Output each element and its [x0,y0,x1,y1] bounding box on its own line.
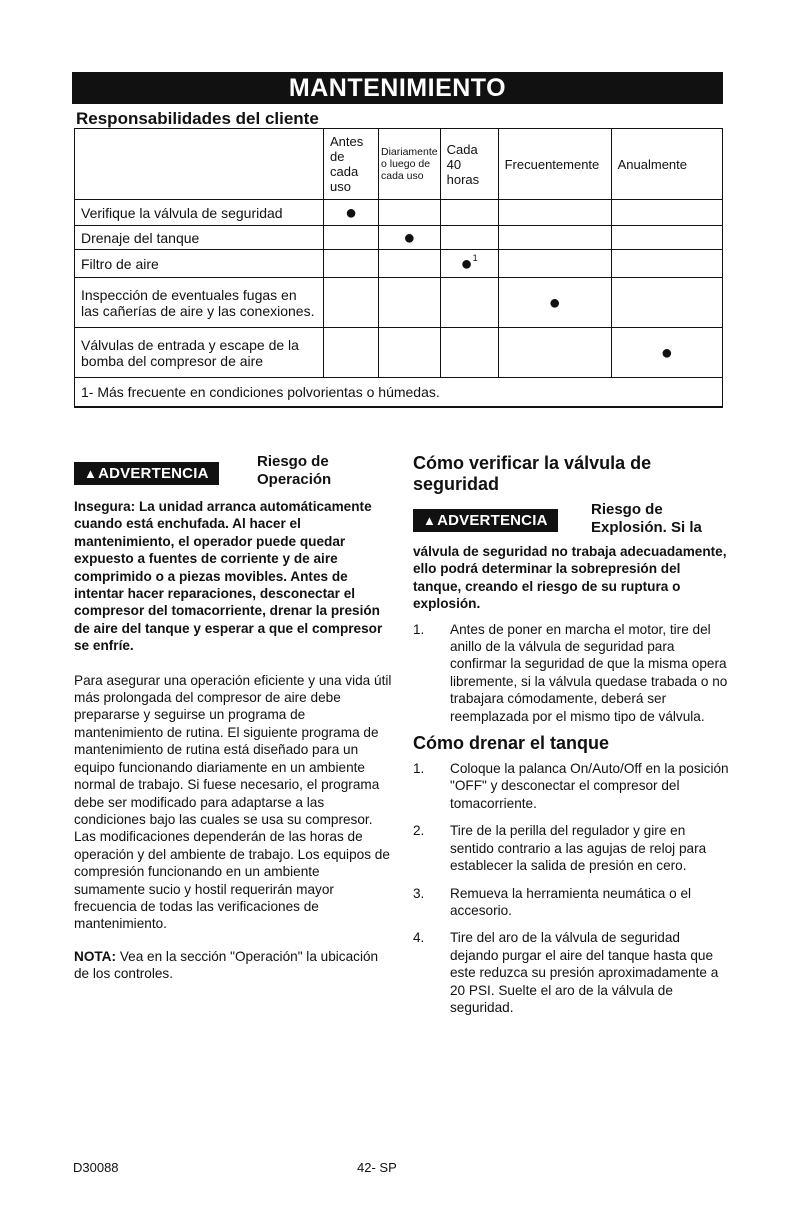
table-footnote: 1- Más frecuente en condiciones polvorientas o húmedas. [75,378,723,408]
table-row [75,328,723,378]
page-number: 42- SP [357,1160,397,1175]
schedule-cell [324,328,379,378]
schedule-cell [379,250,441,278]
table-row [75,278,723,328]
schedule-cell [440,278,498,328]
table-row [75,200,723,226]
schedule-cell [440,328,498,378]
check-dot-icon: ● [548,291,561,314]
check-dot-icon: ● [403,226,416,249]
section-banner: MANTENIMIENTO [72,72,723,104]
step-item [413,929,731,1016]
table-row [75,226,723,250]
schedule-cell [379,226,441,250]
step-text: Coloque la palanca On/Auto/Off en la posición "OFF" y desconectar el compresor del tomacorriente. [450,761,729,811]
warning-triangle-icon: ▲ [84,466,98,481]
step-text: Antes de poner en marcha el motor, tire del anillo de la válvula de seguridad para confirmar la seguridad de que la misma opera libremente, si la válvula quedase trabada o no trabajara cómodamente, deberá ser reemplazada por el mismo tipo de válvula. [450,621,728,724]
schedule-cell [379,278,441,328]
step-item [413,760,731,812]
note [74,948,394,983]
step-number: 4. [413,930,425,946]
step-number: 1. [413,761,425,777]
footnote-marker: 1 [472,252,478,263]
schedule-cell [611,328,722,378]
schedule-cell [324,250,379,278]
task-label: Inspección de eventuales fugas en las cañerías de aire y las conexiones. [75,278,324,328]
note-text: Vea en la sección "Operación" la ubicación de los controles. [74,948,379,982]
task-label: Filtro de aire [75,250,324,278]
step-item [413,621,731,725]
maintenance-schedule-table [74,128,723,408]
step-number: 1. [413,621,425,637]
warning-label: ADVERTENCIA [437,512,548,529]
step-text: Remueva la herramienta neumática o el accesorio. [450,885,692,918]
schedule-cell [611,250,722,278]
task-label: Drenaje del tanque [75,226,324,250]
schedule-cell [498,226,611,250]
table-header-cell: Cada 40 horas [440,129,498,200]
right-column [413,453,731,1026]
schedule-cell [498,200,611,226]
maintenance-paragraph: Para asegurar una operación eficiente y una vida útil más prolongada del compresor de aire debe prepararse y seguirse un programa de mantenimiento de rutina. El siguiente programa de mantenimiento de rutina está diseñado para un equipo funcionando diariamente en un ambiente normal de trabajo. Si fuese necesario, el programa debe ser modificado para adaptarse a las condiciones bajo las cuales se usa su compresor. Las modificaciones dependerán de las horas de operación y del ambiente de trabajo. Los equipos de compresión funcionando en un ambiente sumamente sucio y hostil requerirán mayor frecuencia de todas las verificaciones de mantenimiento. [74,672,392,932]
step-item [413,885,731,920]
step-number: 3. [413,885,425,901]
schedule-cell [611,278,722,328]
schedule-cell [379,200,441,226]
warning-badge [413,509,558,532]
risk-title-line: Explosión. Si la [591,519,702,536]
warning-header [74,453,394,500]
table-row [75,250,723,278]
steps-check-valve [413,621,731,725]
schedule-cell [611,226,722,250]
check-dot-icon: ● [660,341,673,364]
risk-title [257,453,331,489]
heading-drain-tank: Cómo drenar el tanque [413,733,610,754]
risk-title-line: Operación [257,471,332,488]
schedule-cell [440,226,498,250]
table-header-cell: Antes de cada uso [324,129,379,200]
warning-text: Insegura: La unidad arranca automáticamente cuando está enchufada. Al hacer el mantenimiento, el operador puede quedar expuesto a fuentes de corriente y de aire comprimido o a piezas movibles. Antes de intentar hacer reparaciones, desconectar el compresor del tomacorriente, drenar la presión de aire del tanque y esperar a que el compresor se enfríe. [74,499,383,654]
left-column [74,453,394,998]
schedule-cell [440,200,498,226]
steps-drain-tank [413,760,731,1016]
check-dot-icon: ● [460,252,473,275]
table-header-cell: Diariamente o luego de cada uso [379,129,441,200]
schedule-cell [324,226,379,250]
table-header-row [75,129,723,200]
check-dot-icon: ● [344,201,358,224]
step-number: 2. [413,823,425,839]
risk-title-line: Riesgo de [257,453,329,470]
step-text: Tire del aro de la válvula de seguridad dejando purgar el aire del tanque hasta que este reduzca su presión aproximadamente a 20 PSI. Suelte el aro de la válvula de seguridad. [450,930,719,1015]
schedule-cell [379,328,441,378]
step-item [413,822,731,874]
schedule-cell [498,278,611,328]
schedule-cell [498,250,611,278]
table-footnote-row [75,378,723,408]
schedule-cell [611,200,722,226]
warning-badge [74,462,219,485]
heading-check-safety-valve: Cómo verificar la válvula de seguridad [413,453,652,494]
section-subheading: Responsabilidades del cliente [76,109,319,128]
document-code: D30088 [73,1160,119,1175]
table-header-cell [75,129,324,200]
step-text: Tire de la perilla del regulador y gire en sentido contrario a las agujas de reloj para establecer la salida de presión en cero. [450,823,707,874]
table-header-cell: Anualmente [611,129,722,200]
table-header-cell: Frecuentemente [498,129,611,200]
note-label: NOTA: [74,948,117,964]
schedule-cell [324,278,379,328]
warning-text: válvula de seguridad no trabaja adecuadamente, ello podrá determinar la sobrepresión del tanque, creando el riesgo de su ruptura o explosión. [413,544,727,612]
risk-title [591,501,702,537]
schedule-cell [440,250,498,278]
task-label: Verifique la válvula de seguridad [75,200,324,226]
warning-header [413,501,731,543]
warning-triangle-icon: ▲ [423,513,437,528]
risk-title-line: Riesgo de [591,501,663,518]
warning-label: ADVERTENCIA [98,465,209,482]
schedule-cell [324,200,379,226]
schedule-cell [498,328,611,378]
task-label: Válvulas de entrada y escape de la bomba del compresor de aire [75,328,324,378]
